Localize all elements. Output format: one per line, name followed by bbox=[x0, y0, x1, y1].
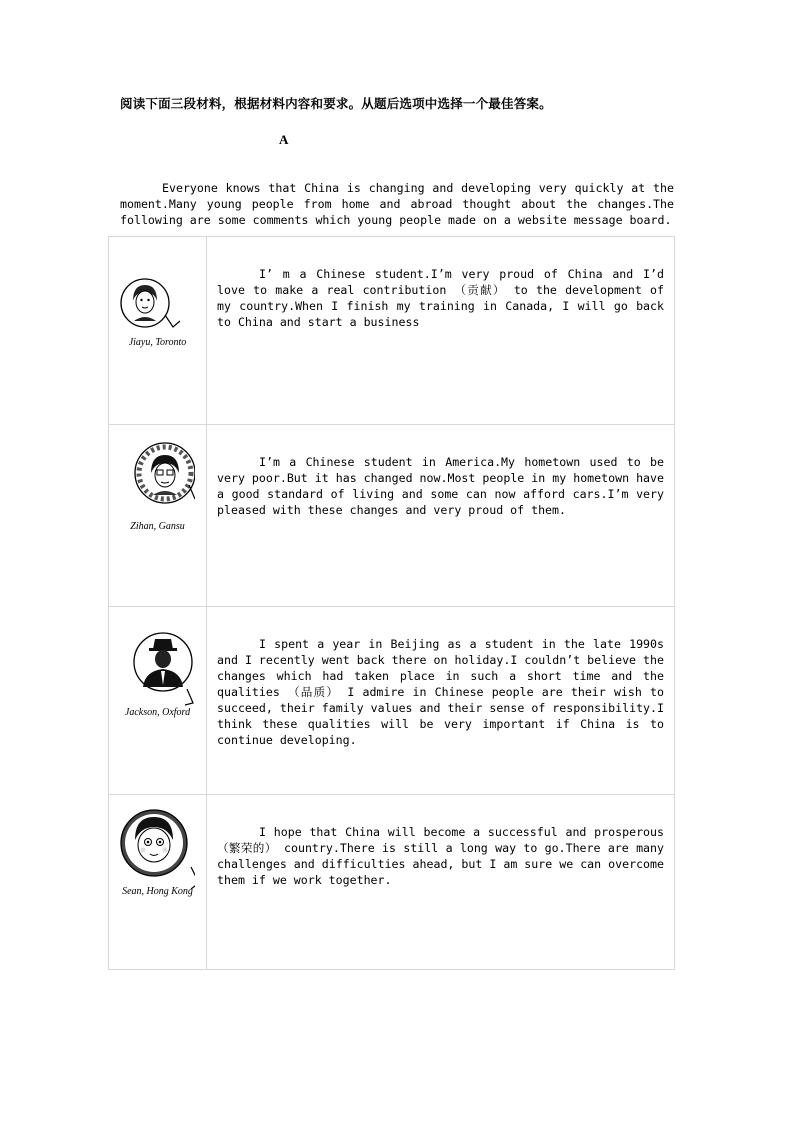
boy-cartoon-portrait-icon bbox=[115, 795, 195, 895]
intro-paragraph: Everyone knows that China is changing and developing very quickly at the moment.Many young people from home and abroad thought about the changes.The following are some comments which young people made on a website message board. bbox=[120, 180, 674, 227]
man-hat-portrait-icon bbox=[115, 607, 195, 707]
commenter-name: Jiayu, Toronto bbox=[128, 337, 187, 348]
message-row bbox=[109, 425, 675, 607]
message-board-table bbox=[108, 236, 675, 970]
comment-text: I’ m a Chinese student.I’m very proud of China and I’d love to make a real contribution （贡献） to the development of my country.When I finish my training in Canada, I will go back to China and start a business bbox=[217, 267, 664, 329]
comment-text: I’m a Chinese student in America.My hometown used to be very poor.But it has changed now.Most people in my hometown have a good standard of living and some can now afford cars.I’m very pleased with these changes and very proud of them. bbox=[217, 455, 664, 517]
girl-glasses-portrait-icon bbox=[115, 425, 195, 525]
message-row bbox=[109, 607, 675, 795]
comment-text: I spent a year in Beijing as a student in the late 1990s and I recently went back there on holiday.I couldn’t believe the changes which had taken place in such a short time and the qualities （品质） I admire in Chinese people are their wish to succeed, their family values and their sense of responsibility.I think these qualities will be very important if China is to continue developing. bbox=[217, 637, 664, 747]
section-letter: A bbox=[279, 132, 289, 147]
instruction-text: 阅读下面三段材料，根据材料内容和要求。从题后选项中选择一个最佳答案。 bbox=[120, 96, 552, 111]
message-row bbox=[109, 237, 675, 425]
commenter-name: Zihan, Gansu bbox=[130, 521, 185, 532]
woman-portrait-icon bbox=[115, 237, 195, 337]
comment-text: I hope that China will become a successful and prosperous（繁荣的） country.There is still a long way to go.There are many challenges and difficulties ahead, but I am sure we can overcome them if we work together. bbox=[217, 825, 664, 887]
commenter-name: Sean, Hong Kong bbox=[122, 886, 193, 897]
message-row bbox=[109, 795, 675, 970]
commenter-name: Jackson, Oxford bbox=[124, 707, 191, 718]
